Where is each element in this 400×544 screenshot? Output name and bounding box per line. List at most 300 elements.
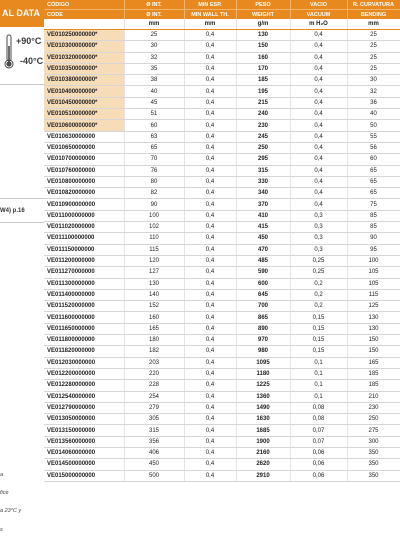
- cell-code: VE010300000000*: [44, 41, 124, 52]
- cell-code: VE010510000000*: [44, 109, 124, 120]
- product-table: [44, 0, 400, 482]
- cell-code: VE011270000000: [44, 267, 124, 278]
- divider: [0, 84, 44, 85]
- cell-vacuum: 0,06: [290, 470, 347, 481]
- side-note: fice: [0, 490, 9, 496]
- cell-weight: 370: [236, 199, 290, 210]
- cell-diameter: 356: [124, 436, 184, 447]
- cell-weight: 485: [236, 255, 290, 266]
- units-row: [44, 19, 400, 30]
- cell-vacuum: 0,08: [290, 402, 347, 413]
- divider: [0, 198, 44, 199]
- table-row: [44, 244, 400, 255]
- cell-vacuum: 0,1: [290, 368, 347, 379]
- cell-vacuum: 0,4: [290, 188, 347, 199]
- cell-diameter: 60: [124, 120, 184, 131]
- cell-wall: 0,4: [184, 255, 236, 266]
- side-header: [0, 0, 44, 27]
- cell-wall: 0,4: [184, 210, 236, 221]
- cell-diameter: 127: [124, 267, 184, 278]
- cell-code: VE011600000000: [44, 312, 124, 323]
- cell-diameter: 35: [124, 63, 184, 74]
- table-row: [44, 414, 400, 425]
- table-row: [44, 154, 400, 165]
- cell-diameter: 160: [124, 312, 184, 323]
- cell-wall: 0,4: [184, 222, 236, 233]
- cell-vacuum: 0,4: [290, 154, 347, 165]
- cell-code: VE010800000000: [44, 176, 124, 187]
- cell-wall: 0,4: [184, 436, 236, 447]
- cell-code: VE011100000000: [44, 233, 124, 244]
- cell-code: VE012540000000: [44, 391, 124, 402]
- unit-vacuum: m H₂O: [290, 19, 347, 30]
- side-note: s: [0, 527, 3, 533]
- cell-wall: 0,4: [184, 97, 236, 108]
- header-code-en: CODE: [44, 10, 124, 20]
- cell-bending: 95: [347, 244, 400, 255]
- cell-wall: 0,4: [184, 131, 236, 142]
- cell-bending: 350: [347, 447, 400, 458]
- cell-vacuum: 0,25: [290, 267, 347, 278]
- table-row: [44, 470, 400, 481]
- cell-diameter: 140: [124, 289, 184, 300]
- cell-diameter: 76: [124, 165, 184, 176]
- unit-weight: g/m: [236, 19, 290, 30]
- cell-code: VE010320000000*: [44, 52, 124, 63]
- cell-diameter: 110: [124, 233, 184, 244]
- cell-weight: 590: [236, 267, 290, 278]
- unit-wall: mm: [184, 19, 236, 30]
- table-row: [44, 233, 400, 244]
- cell-bending: 130: [347, 312, 400, 323]
- header-wall-en: MIN WALL TH.: [184, 10, 236, 20]
- table-row: [44, 97, 400, 108]
- cell-bending: 65: [347, 165, 400, 176]
- table-row: [44, 312, 400, 323]
- cell-bending: 210: [347, 391, 400, 402]
- side-panel: [0, 0, 44, 544]
- cell-vacuum: 0,15: [290, 312, 347, 323]
- cell-diameter: 25: [124, 30, 184, 41]
- cell-weight: 195: [236, 86, 290, 97]
- cell-code: VE010450000000*: [44, 97, 124, 108]
- cell-vacuum: 0,07: [290, 425, 347, 436]
- cell-bending: 165: [347, 357, 400, 368]
- cell-weight: 150: [236, 41, 290, 52]
- cell-bending: 25: [347, 30, 400, 41]
- cell-bending: 150: [347, 346, 400, 357]
- cell-weight: 970: [236, 335, 290, 346]
- table-row: [44, 109, 400, 120]
- cell-bending: 125: [347, 301, 400, 312]
- cell-vacuum: 0,4: [290, 176, 347, 187]
- cell-weight: 890: [236, 323, 290, 334]
- cell-weight: 2910: [236, 470, 290, 481]
- cell-bending: 65: [347, 188, 400, 199]
- cell-wall: 0,4: [184, 402, 236, 413]
- table-row: [44, 368, 400, 379]
- cell-diameter: 180: [124, 335, 184, 346]
- cell-code: VE010250000000*: [44, 30, 124, 41]
- cell-bending: 56: [347, 142, 400, 153]
- cell-weight: 1225: [236, 380, 290, 391]
- cell-diameter: 70: [124, 154, 184, 165]
- header-weight-es: PESO: [236, 0, 290, 10]
- cell-diameter: 32: [124, 52, 184, 63]
- cell-wall: 0,4: [184, 357, 236, 368]
- cell-diameter: 51: [124, 109, 184, 120]
- cell-diameter: 38: [124, 75, 184, 86]
- cell-diameter: 165: [124, 323, 184, 334]
- cell-wall: 0,4: [184, 52, 236, 63]
- cell-vacuum: 0,06: [290, 447, 347, 458]
- cell-weight: 1900: [236, 436, 290, 447]
- header-bending-en: BENDING: [347, 10, 400, 20]
- cell-weight: 170: [236, 63, 290, 74]
- cell-bending: 30: [347, 75, 400, 86]
- table-row: [44, 142, 400, 153]
- cell-wall: 0,4: [184, 267, 236, 278]
- cell-weight: 330: [236, 176, 290, 187]
- cell-wall: 0,4: [184, 63, 236, 74]
- cell-wall: 0,4: [184, 278, 236, 289]
- cell-wall: 0,4: [184, 447, 236, 458]
- cell-bending: 185: [347, 380, 400, 391]
- cell-diameter: 115: [124, 244, 184, 255]
- cell-code: VE014060000000: [44, 447, 124, 458]
- table-row: [44, 323, 400, 334]
- page-reference: W4) p.16: [0, 208, 25, 214]
- cell-code: VE010350000000*: [44, 63, 124, 74]
- table-row: [44, 222, 400, 233]
- cell-weight: 250: [236, 142, 290, 153]
- cell-diameter: 80: [124, 176, 184, 187]
- cell-weight: 340: [236, 188, 290, 199]
- cell-diameter: 450: [124, 459, 184, 470]
- cell-weight: 470: [236, 244, 290, 255]
- cell-wall: 0,4: [184, 109, 236, 120]
- cell-vacuum: 0,15: [290, 335, 347, 346]
- cell-diameter: 315: [124, 425, 184, 436]
- cell-bending: 25: [347, 63, 400, 74]
- cell-vacuum: 0,3: [290, 210, 347, 221]
- cell-wall: 0,4: [184, 75, 236, 86]
- cell-weight: 700: [236, 301, 290, 312]
- cell-bending: 85: [347, 222, 400, 233]
- header-row-en: [44, 10, 400, 20]
- cell-vacuum: 0,15: [290, 323, 347, 334]
- cell-wall: 0,4: [184, 459, 236, 470]
- table-row: [44, 267, 400, 278]
- cell-diameter: 228: [124, 380, 184, 391]
- table-row: [44, 120, 400, 131]
- cell-code: VE010630000000: [44, 131, 124, 142]
- cell-diameter: 130: [124, 278, 184, 289]
- cell-wall: 0,4: [184, 176, 236, 187]
- cell-wall: 0,4: [184, 301, 236, 312]
- cell-diameter: 152: [124, 301, 184, 312]
- cell-bending: 75: [347, 199, 400, 210]
- table-row: [44, 436, 400, 447]
- cell-wall: 0,4: [184, 30, 236, 41]
- table-row: [44, 52, 400, 63]
- cell-code: VE010900000000: [44, 199, 124, 210]
- cell-code: VE011200000000: [44, 255, 124, 266]
- cell-bending: 90: [347, 233, 400, 244]
- cell-diameter: 63: [124, 131, 184, 142]
- table-row: [44, 278, 400, 289]
- cell-bending: 115: [347, 289, 400, 300]
- cell-weight: 450: [236, 233, 290, 244]
- cell-diameter: 65: [124, 142, 184, 153]
- cell-wall: 0,4: [184, 41, 236, 52]
- cell-diameter: 406: [124, 447, 184, 458]
- temp-min: -40°C: [20, 56, 44, 66]
- unit-diameter: mm: [124, 19, 184, 30]
- cell-bending: 105: [347, 278, 400, 289]
- cell-weight: 2620: [236, 459, 290, 470]
- cell-diameter: 82: [124, 188, 184, 199]
- unit-code: [44, 19, 124, 30]
- cell-code: VE013560000000: [44, 436, 124, 447]
- cell-weight: 410: [236, 210, 290, 221]
- cell-wall: 0,4: [184, 335, 236, 346]
- cell-wall: 0,4: [184, 380, 236, 391]
- cell-bending: 105: [347, 267, 400, 278]
- cell-vacuum: 0,4: [290, 120, 347, 131]
- cell-vacuum: 0,15: [290, 346, 347, 357]
- cell-code: VE012200000000: [44, 368, 124, 379]
- cell-code: VE010600000000*: [44, 120, 124, 131]
- thermometer-icon: [2, 32, 16, 72]
- cell-vacuum: 0,4: [290, 86, 347, 97]
- header-code-es: CÓDIGO: [44, 0, 124, 10]
- side-title: AL DATA: [2, 8, 40, 18]
- cell-wall: 0,4: [184, 244, 236, 255]
- cell-vacuum: 0,4: [290, 30, 347, 41]
- cell-code: VE011000000000: [44, 210, 124, 221]
- cell-code: VE011150000000: [44, 244, 124, 255]
- cell-weight: 2160: [236, 447, 290, 458]
- table-row: [44, 289, 400, 300]
- cell-diameter: 90: [124, 199, 184, 210]
- cell-code: VE011650000000: [44, 323, 124, 334]
- temp-max: +90°C: [16, 36, 42, 46]
- cell-bending: 150: [347, 335, 400, 346]
- cell-code: VE010400000000*: [44, 86, 124, 97]
- cell-weight: 645: [236, 289, 290, 300]
- cell-wall: 0,4: [184, 199, 236, 210]
- table-row: [44, 176, 400, 187]
- cell-weight: 240: [236, 109, 290, 120]
- side-note: a: [0, 472, 4, 478]
- table-row: [44, 210, 400, 221]
- cell-wall: 0,4: [184, 233, 236, 244]
- cell-weight: 215: [236, 97, 290, 108]
- cell-code: VE011300000000: [44, 278, 124, 289]
- cell-diameter: 100: [124, 210, 184, 221]
- table-row: [44, 402, 400, 413]
- cell-code: VE010820000000: [44, 188, 124, 199]
- table-row: [44, 30, 400, 41]
- cell-code: VE010380000000*: [44, 75, 124, 86]
- cell-weight: 980: [236, 346, 290, 357]
- cell-vacuum: 0,08: [290, 414, 347, 425]
- cell-diameter: 203: [124, 357, 184, 368]
- cell-weight: 245: [236, 131, 290, 142]
- cell-weight: 315: [236, 165, 290, 176]
- cell-diameter: 254: [124, 391, 184, 402]
- cell-vacuum: 0,2: [290, 289, 347, 300]
- table-row: [44, 346, 400, 357]
- header-vacuum-es: VACIO: [290, 0, 347, 10]
- cell-weight: 160: [236, 52, 290, 63]
- cell-bending: 55: [347, 131, 400, 142]
- cell-wall: 0,4: [184, 391, 236, 402]
- cell-vacuum: 0,25: [290, 255, 347, 266]
- cell-bending: 185: [347, 368, 400, 379]
- cell-diameter: 500: [124, 470, 184, 481]
- cell-wall: 0,4: [184, 154, 236, 165]
- cell-bending: 50: [347, 120, 400, 131]
- table-row: [44, 301, 400, 312]
- header-row-es: [44, 0, 400, 10]
- cell-vacuum: 0,07: [290, 436, 347, 447]
- cell-vacuum: 0,4: [290, 165, 347, 176]
- cell-wall: 0,4: [184, 120, 236, 131]
- cell-vacuum: 0,4: [290, 131, 347, 142]
- cell-diameter: 102: [124, 222, 184, 233]
- cell-diameter: 40: [124, 86, 184, 97]
- table-row: [44, 447, 400, 458]
- cell-wall: 0,4: [184, 470, 236, 481]
- cell-bending: 275: [347, 425, 400, 436]
- cell-bending: 65: [347, 176, 400, 187]
- cell-code: VE012280000000: [44, 380, 124, 391]
- cell-code: VE010760000000: [44, 165, 124, 176]
- cell-wall: 0,4: [184, 188, 236, 199]
- cell-code: VE011800000000: [44, 335, 124, 346]
- cell-code: VE015000000000: [44, 470, 124, 481]
- cell-vacuum: 0,4: [290, 199, 347, 210]
- table-body: [44, 30, 400, 482]
- cell-bending: 350: [347, 459, 400, 470]
- table-row: [44, 63, 400, 74]
- cell-bending: 40: [347, 109, 400, 120]
- cell-vacuum: 0,4: [290, 142, 347, 153]
- table-row: [44, 459, 400, 470]
- cell-code: VE010700000000: [44, 154, 124, 165]
- cell-diameter: 220: [124, 368, 184, 379]
- cell-vacuum: 0,1: [290, 391, 347, 402]
- table-row: [44, 165, 400, 176]
- cell-bending: 36: [347, 97, 400, 108]
- cell-wall: 0,4: [184, 289, 236, 300]
- table-row: [44, 131, 400, 142]
- table-row: [44, 75, 400, 86]
- cell-vacuum: 0,06: [290, 459, 347, 470]
- header-bending-es: R. CURVATURA: [347, 0, 400, 10]
- cell-weight: 130: [236, 30, 290, 41]
- cell-code: VE011520000000: [44, 301, 124, 312]
- cell-weight: 1095: [236, 357, 290, 368]
- cell-diameter: 30: [124, 41, 184, 52]
- table-row: [44, 391, 400, 402]
- cell-code: VE011020000000: [44, 222, 124, 233]
- header-diameter-en: Ø INT.: [124, 10, 184, 20]
- cell-code: VE010650000000: [44, 142, 124, 153]
- cell-weight: 415: [236, 222, 290, 233]
- cell-bending: 32: [347, 86, 400, 97]
- table-row: [44, 357, 400, 368]
- cell-weight: 185: [236, 75, 290, 86]
- cell-diameter: 182: [124, 346, 184, 357]
- table-row: [44, 255, 400, 266]
- cell-bending: 230: [347, 402, 400, 413]
- cell-code: VE012030000000: [44, 357, 124, 368]
- cell-vacuum: 0,1: [290, 380, 347, 391]
- table-row: [44, 335, 400, 346]
- header-wall-es: MIN ESP.: [184, 0, 236, 10]
- cell-wall: 0,4: [184, 425, 236, 436]
- header-diameter-es: Ø INT.: [124, 0, 184, 10]
- cell-wall: 0,4: [184, 165, 236, 176]
- cell-vacuum: 0,3: [290, 233, 347, 244]
- cell-code: VE013150000000: [44, 425, 124, 436]
- cell-bending: 300: [347, 436, 400, 447]
- cell-wall: 0,4: [184, 142, 236, 153]
- cell-weight: 1180: [236, 368, 290, 379]
- cell-weight: 1360: [236, 391, 290, 402]
- cell-vacuum: 0,2: [290, 301, 347, 312]
- cell-bending: 100: [347, 255, 400, 266]
- cell-bending: 130: [347, 323, 400, 334]
- cell-weight: 1630: [236, 414, 290, 425]
- cell-weight: 600: [236, 278, 290, 289]
- cell-bending: 25: [347, 52, 400, 63]
- cell-code: VE014500000000: [44, 459, 124, 470]
- cell-wall: 0,4: [184, 323, 236, 334]
- cell-vacuum: 0,3: [290, 244, 347, 255]
- cell-bending: 250: [347, 414, 400, 425]
- cell-code: VE011820000000: [44, 346, 124, 357]
- cell-wall: 0,4: [184, 86, 236, 97]
- cell-vacuum: 0,4: [290, 109, 347, 120]
- table-row: [44, 425, 400, 436]
- cell-weight: 865: [236, 312, 290, 323]
- cell-wall: 0,4: [184, 414, 236, 425]
- cell-bending: 85: [347, 210, 400, 221]
- cell-vacuum: 0,2: [290, 278, 347, 289]
- header-vacuum-en: VACUUM: [290, 10, 347, 20]
- table-row: [44, 41, 400, 52]
- header-weight-en: WEIGHT: [236, 10, 290, 20]
- cell-weight: 1685: [236, 425, 290, 436]
- cell-vacuum: 0,1: [290, 357, 347, 368]
- divider: [0, 222, 44, 223]
- table-row: [44, 380, 400, 391]
- side-note: a 23°C y: [0, 508, 22, 514]
- cell-wall: 0,4: [184, 346, 236, 357]
- cell-weight: 295: [236, 154, 290, 165]
- cell-vacuum: 0,4: [290, 41, 347, 52]
- cell-code: VE011400000000: [44, 289, 124, 300]
- cell-vacuum: 0,4: [290, 52, 347, 63]
- unit-bending: mm: [347, 19, 400, 30]
- cell-bending: 25: [347, 41, 400, 52]
- cell-vacuum: 0,4: [290, 63, 347, 74]
- table-row: [44, 199, 400, 210]
